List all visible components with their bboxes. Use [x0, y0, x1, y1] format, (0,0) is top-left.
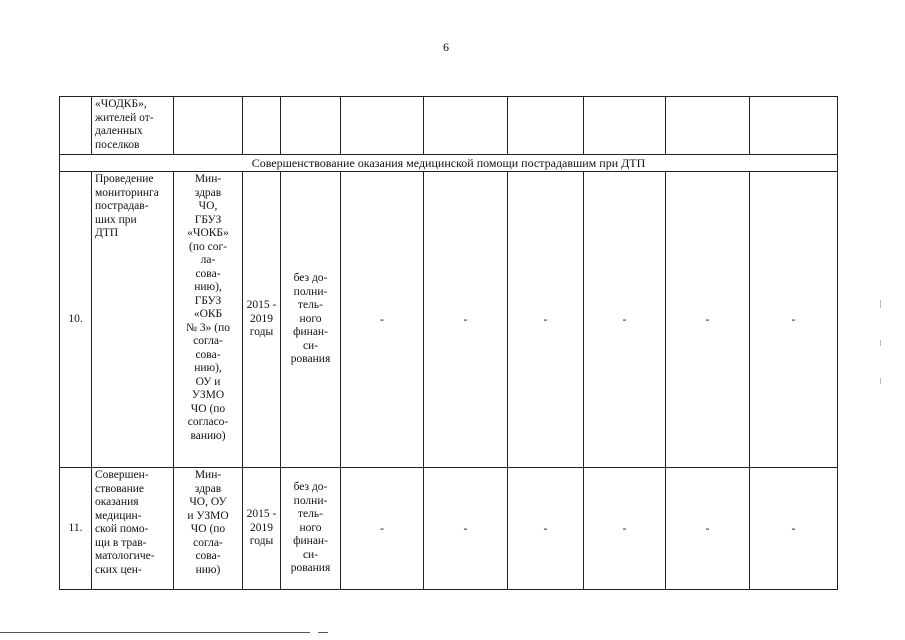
cell-period: [243, 97, 281, 155]
value-cell: -: [666, 468, 750, 590]
footer-rule-short: [318, 632, 328, 633]
measures-table: [59, 96, 838, 590]
value-cell: -: [750, 468, 838, 590]
cell-value: [341, 97, 424, 155]
row-number: 10.: [60, 172, 92, 468]
cell-financing: [281, 97, 341, 155]
cell-value: [666, 97, 750, 155]
value-cell: -: [508, 468, 584, 590]
footer-rule: [0, 632, 310, 633]
cell-value: [508, 97, 584, 155]
value-cell: -: [584, 468, 666, 590]
scan-artifact: [880, 300, 881, 308]
value-cell: -: [424, 468, 508, 590]
row-number: 11.: [60, 468, 92, 590]
table-row: [60, 172, 838, 468]
cell-value: [750, 97, 838, 155]
period: 2015 - 2019 годы: [243, 172, 281, 468]
scan-artifact: [880, 378, 881, 384]
page-number: 6: [443, 40, 449, 54]
cell-name: «ЧОДКБ», жителей от- даленных поселков: [92, 97, 174, 155]
table-row: [60, 468, 838, 590]
scan-artifact: [880, 340, 881, 346]
section-header-row: [60, 155, 838, 172]
executor: Мин- здрав ЧО, ОУ и УЗМО ЧО (по согла- сова- нию): [174, 468, 243, 590]
cell-num: [60, 97, 92, 155]
value-cell: -: [424, 172, 508, 468]
table-row-continued: [60, 97, 838, 155]
value-cell: -: [584, 172, 666, 468]
financing: без до- полни- тель- ного финан- си- рования: [281, 468, 341, 590]
executor: Мин- здрав ЧО, ГБУЗ «ЧОКБ» (по сог- ла- сова- нию), ГБУЗ «ОКБ № 3» (по согла- сова- нию), ОУ и УЗМО ЧО (по согласо- ванию): [174, 172, 243, 468]
measure-name: Проведение мониторинга пострадав- ших при ДТП: [92, 172, 174, 468]
value-cell: -: [508, 172, 584, 468]
period: 2015 - 2019 годы: [243, 468, 281, 590]
cell-value: [424, 97, 508, 155]
cell-value: [584, 97, 666, 155]
value-cell: -: [666, 172, 750, 468]
value-cell: -: [341, 468, 424, 590]
value-cell: -: [750, 172, 838, 468]
measure-name: Совершен- ствование оказания медицин- ской помо- щи в трав- матологиче- ских цен-: [92, 468, 174, 590]
value-cell: -: [341, 172, 424, 468]
section-title: Совершенствование оказания медицинской помощи пострадавшим при ДТП: [60, 155, 838, 172]
cell-executor: [174, 97, 243, 155]
financing: без до- полни- тель- ного финан- си- рования: [281, 172, 341, 468]
